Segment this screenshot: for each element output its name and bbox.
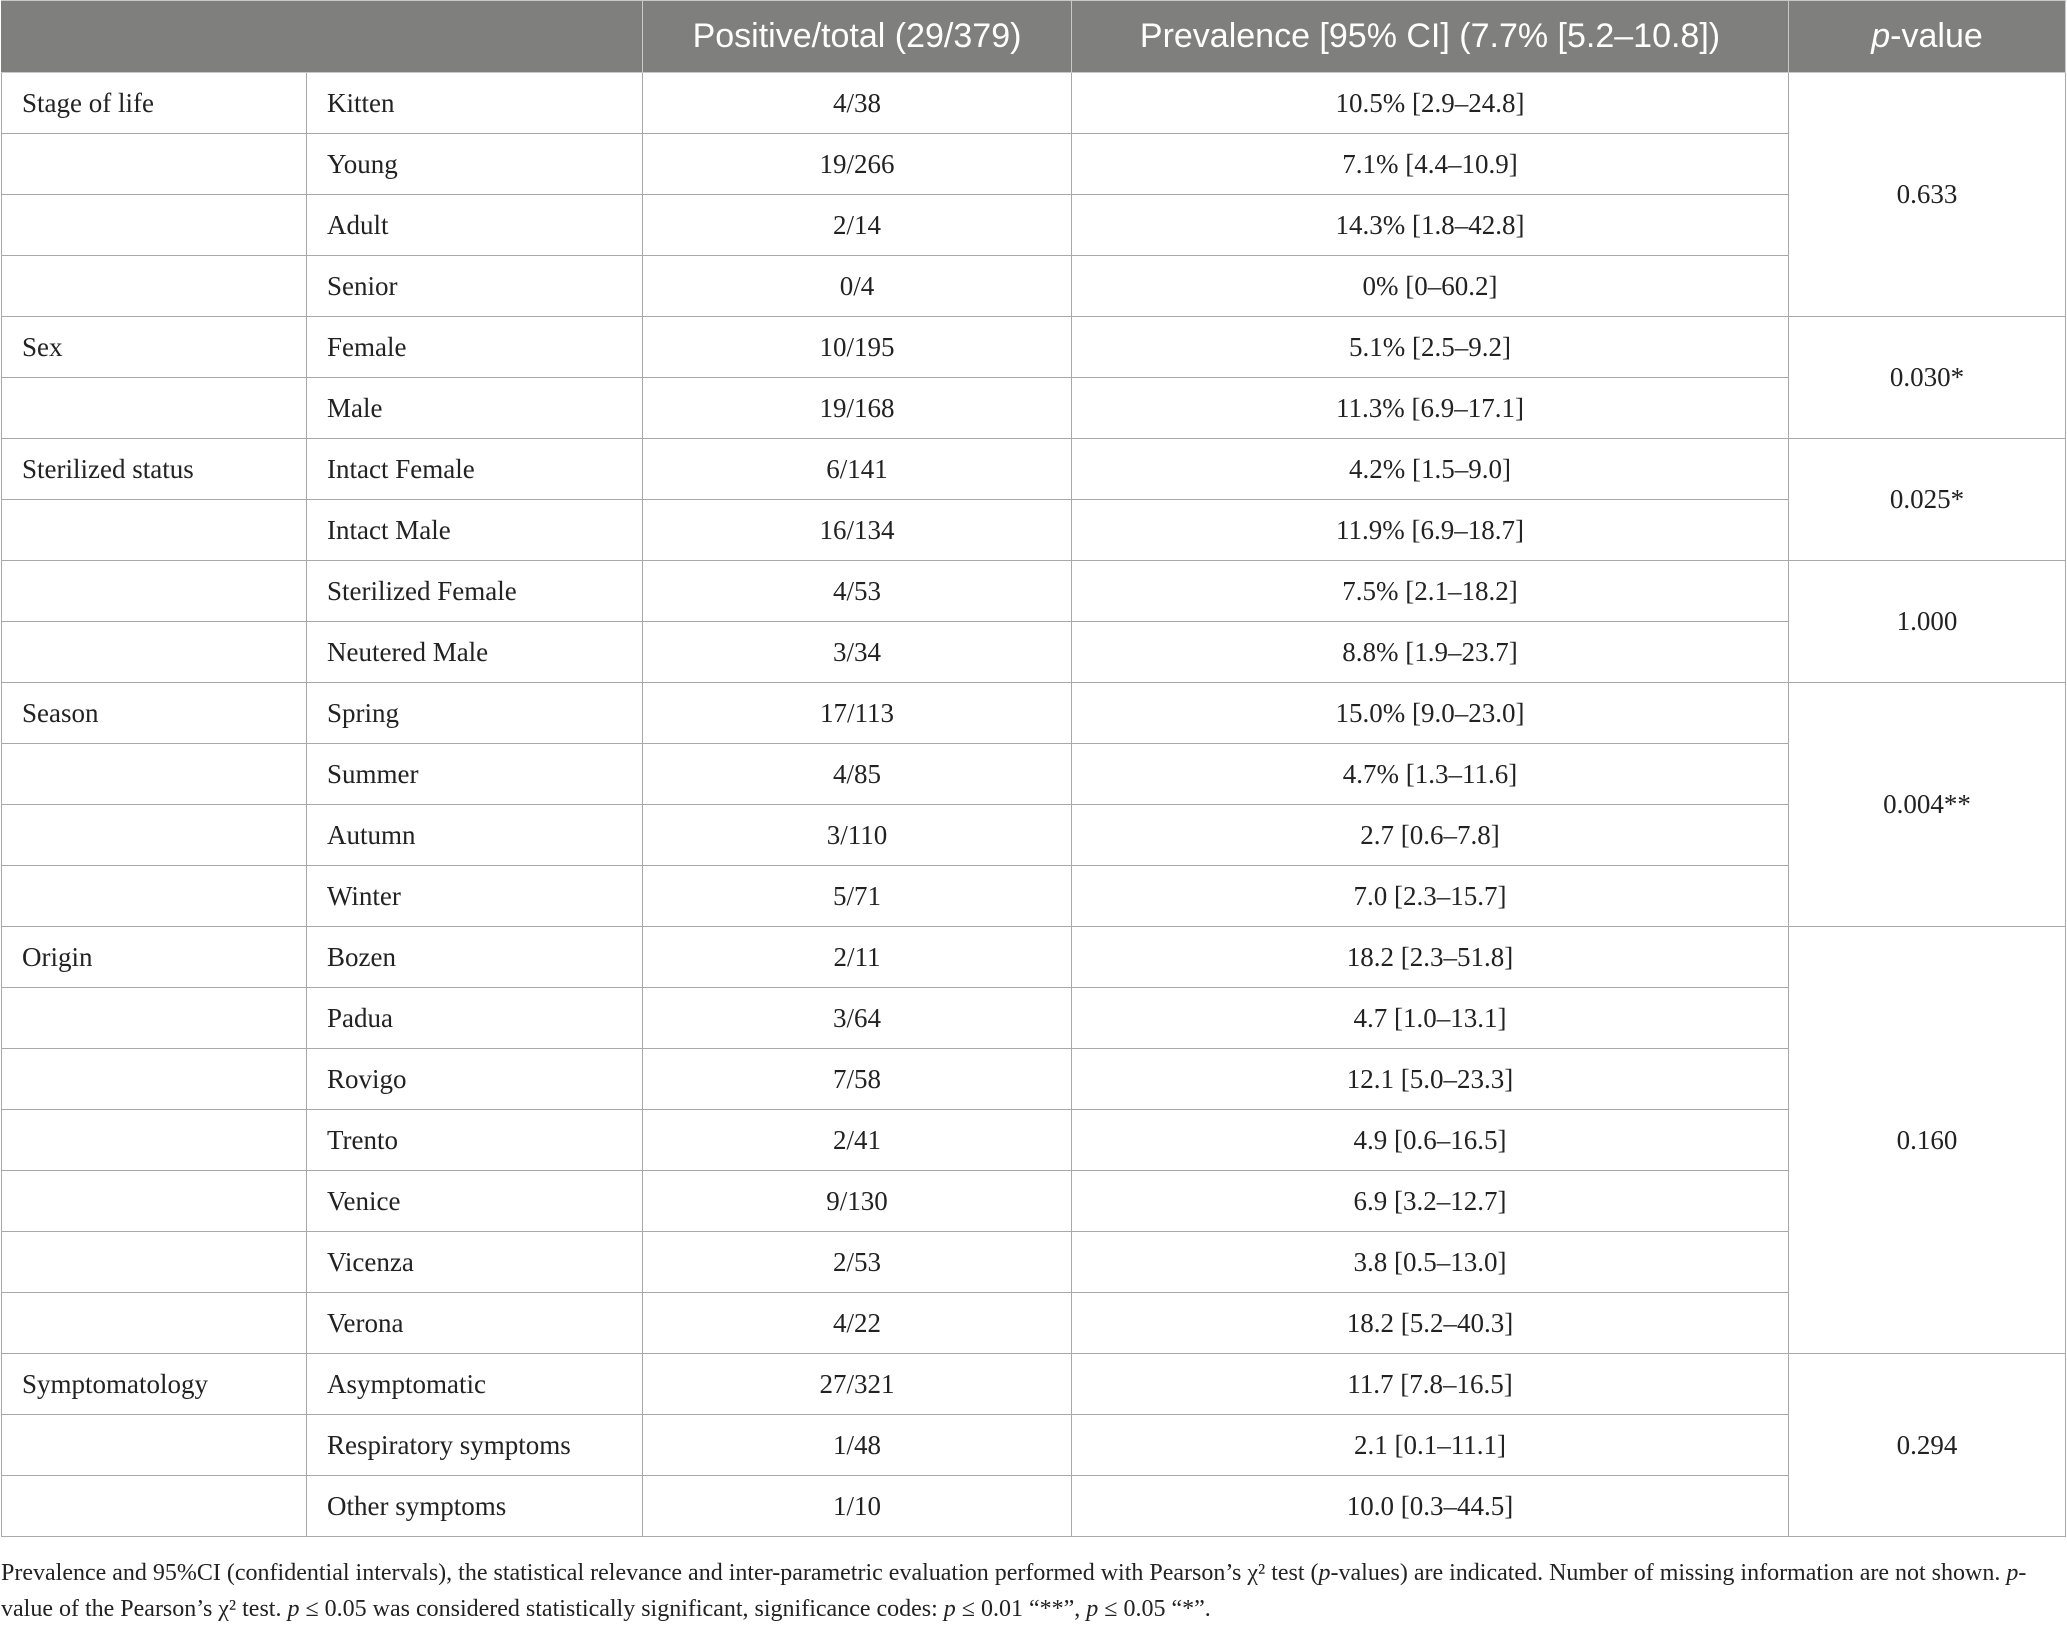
category-cell: Sterilized status	[2, 439, 307, 500]
prevalence-cell: 18.2 [2.3–51.8]	[1072, 927, 1789, 988]
table-row	[2, 500, 2066, 561]
category-cell	[2, 134, 307, 195]
table-row	[2, 439, 2066, 500]
subgroup-cell: Spring	[307, 683, 643, 744]
p-value-cell: 0.025*	[1789, 439, 2066, 561]
category-cell	[2, 805, 307, 866]
prevalence-table	[1, 0, 2066, 1537]
prevalence-cell: 5.1% [2.5–9.2]	[1072, 317, 1789, 378]
prevalence-cell: 14.3% [1.8–42.8]	[1072, 195, 1789, 256]
category-cell	[2, 1415, 307, 1476]
footnote-text: ≤ 0.01 “**”,	[955, 1596, 1087, 1622]
subgroup-cell: Intact Female	[307, 439, 643, 500]
subgroup-cell: Winter	[307, 866, 643, 927]
subgroup-cell: Asymptomatic	[307, 1354, 643, 1415]
header-blank-cell	[2, 1, 643, 73]
subgroup-cell: Male	[307, 378, 643, 439]
category-cell	[2, 866, 307, 927]
positive-total-cell: 19/266	[643, 134, 1072, 195]
positive-total-cell: 16/134	[643, 500, 1072, 561]
table-row	[2, 1049, 2066, 1110]
prevalence-cell: 3.8 [0.5–13.0]	[1072, 1232, 1789, 1293]
category-cell	[2, 256, 307, 317]
subgroup-cell: Young	[307, 134, 643, 195]
p-value-cell: 0.004**	[1789, 683, 2066, 927]
positive-total-cell: 19/168	[643, 378, 1072, 439]
table-footnote	[1, 1555, 2051, 1627]
category-cell: Symptomatology	[2, 1354, 307, 1415]
prevalence-cell: 11.3% [6.9–17.1]	[1072, 378, 1789, 439]
footnote-italic-p: p	[943, 1596, 956, 1622]
positive-total-cell: 10/195	[643, 317, 1072, 378]
table-row	[2, 866, 2066, 927]
subgroup-cell: Padua	[307, 988, 643, 1049]
table-row	[2, 317, 2066, 378]
prevalence-cell: 6.9 [3.2–12.7]	[1072, 1171, 1789, 1232]
subgroup-cell: Senior	[307, 256, 643, 317]
p-value-cell: 1.000	[1789, 561, 2066, 683]
category-cell	[2, 1171, 307, 1232]
category-cell	[2, 1049, 307, 1110]
positive-total-cell: 4/53	[643, 561, 1072, 622]
subgroup-cell: Vicenza	[307, 1232, 643, 1293]
subgroup-cell: Neutered Male	[307, 622, 643, 683]
prevalence-cell: 15.0% [9.0–23.0]	[1072, 683, 1789, 744]
positive-total-cell: 2/53	[643, 1232, 1072, 1293]
subgroup-cell: Bozen	[307, 927, 643, 988]
table-header-row	[2, 1, 2066, 73]
footnote-italic-p: p	[1086, 1596, 1099, 1622]
subgroup-cell: Summer	[307, 744, 643, 805]
positive-total-cell: 0/4	[643, 256, 1072, 317]
table-row	[2, 1354, 2066, 1415]
table-row	[2, 683, 2066, 744]
category-cell	[2, 195, 307, 256]
p-value-cell: 0.633	[1789, 73, 2066, 317]
prevalence-cell: 2.7 [0.6–7.8]	[1072, 805, 1789, 866]
header-p-italic: p	[1871, 17, 1891, 55]
prevalence-cell: 4.7% [1.3–11.6]	[1072, 744, 1789, 805]
prevalence-cell: 12.1 [5.0–23.3]	[1072, 1049, 1789, 1110]
footnote-text: ≤ 0.05 was considered statistically significant, significance codes:	[299, 1596, 944, 1622]
positive-total-cell: 7/58	[643, 1049, 1072, 1110]
table-row	[2, 1476, 2066, 1537]
subgroup-cell: Intact Male	[307, 500, 643, 561]
footnote-italic-p: p	[2006, 1560, 2019, 1586]
category-cell	[2, 622, 307, 683]
table-row	[2, 1171, 2066, 1232]
positive-total-cell: 27/321	[643, 1354, 1072, 1415]
prevalence-cell: 18.2 [5.2–40.3]	[1072, 1293, 1789, 1354]
footnote-text: Prevalence and 95%CI (confidential intervals), the statistical relevance and inter-parametric evaluation performed with Pearson’s χ² test (	[1, 1560, 1319, 1586]
footnote-text: ≤ 0.05 “*”.	[1098, 1596, 1211, 1622]
category-cell	[2, 1110, 307, 1171]
category-cell: Stage of life	[2, 73, 307, 134]
subgroup-cell: Venice	[307, 1171, 643, 1232]
positive-total-cell: 3/34	[643, 622, 1072, 683]
header-p-rest: -value	[1890, 17, 1983, 55]
table-row	[2, 256, 2066, 317]
p-value-cell: 0.160	[1789, 927, 2066, 1354]
table-row	[2, 1293, 2066, 1354]
category-cell	[2, 744, 307, 805]
positive-total-cell: 1/48	[643, 1415, 1072, 1476]
subgroup-cell: Autumn	[307, 805, 643, 866]
footnote-italic-p: p	[1318, 1560, 1331, 1586]
positive-total-cell: 3/64	[643, 988, 1072, 1049]
table-row	[2, 195, 2066, 256]
p-value-cell: 0.030*	[1789, 317, 2066, 439]
prevalence-cell: 10.0 [0.3–44.5]	[1072, 1476, 1789, 1537]
prevalence-cell: 10.5% [2.9–24.8]	[1072, 73, 1789, 134]
footnote-text: -values) are indicated. Number of missing information are not shown.	[1330, 1560, 2007, 1586]
prevalence-cell: 11.9% [6.9–18.7]	[1072, 500, 1789, 561]
positive-total-cell: 9/130	[643, 1171, 1072, 1232]
category-cell: Sex	[2, 317, 307, 378]
prevalence-cell: 4.2% [1.5–9.0]	[1072, 439, 1789, 500]
table-row	[2, 988, 2066, 1049]
positive-total-cell: 2/14	[643, 195, 1072, 256]
prevalence-cell: 11.7 [7.8–16.5]	[1072, 1354, 1789, 1415]
table-row	[2, 1110, 2066, 1171]
positive-total-cell: 4/85	[643, 744, 1072, 805]
subgroup-cell: Female	[307, 317, 643, 378]
prevalence-cell: 7.5% [2.1–18.2]	[1072, 561, 1789, 622]
positive-total-cell: 17/113	[643, 683, 1072, 744]
table-row	[2, 1415, 2066, 1476]
subgroup-cell: Sterilized Female	[307, 561, 643, 622]
category-cell	[2, 988, 307, 1049]
subgroup-cell: Verona	[307, 1293, 643, 1354]
table-row	[2, 622, 2066, 683]
table-row	[2, 378, 2066, 439]
subgroup-cell: Other symptoms	[307, 1476, 643, 1537]
positive-total-cell: 2/41	[643, 1110, 1072, 1171]
table-body	[2, 73, 2066, 1537]
positive-total-cell: 3/110	[643, 805, 1072, 866]
category-cell	[2, 1476, 307, 1537]
table-row	[2, 1232, 2066, 1293]
table-row	[2, 927, 2066, 988]
header-positive-total: Positive/total (29/379)	[643, 1, 1072, 73]
category-cell	[2, 1232, 307, 1293]
positive-total-cell: 2/11	[643, 927, 1072, 988]
category-cell	[2, 561, 307, 622]
subgroup-cell: Respiratory symptoms	[307, 1415, 643, 1476]
positive-total-cell: 6/141	[643, 439, 1072, 500]
table-row	[2, 805, 2066, 866]
prevalence-cell: 4.9 [0.6–16.5]	[1072, 1110, 1789, 1171]
prevalence-cell: 2.1 [0.1–11.1]	[1072, 1415, 1789, 1476]
p-value-cell: 0.294	[1789, 1354, 2066, 1537]
positive-total-cell: 5/71	[643, 866, 1072, 927]
prevalence-cell: 7.1% [4.4–10.9]	[1072, 134, 1789, 195]
prevalence-cell: 8.8% [1.9–23.7]	[1072, 622, 1789, 683]
table-row	[2, 744, 2066, 805]
header-prevalence: Prevalence [95% CI] (7.7% [5.2–10.8])	[1072, 1, 1789, 73]
subgroup-cell: Rovigo	[307, 1049, 643, 1110]
prevalence-cell: 0% [0–60.2]	[1072, 256, 1789, 317]
category-cell	[2, 500, 307, 561]
prevalence-cell: 4.7 [1.0–13.1]	[1072, 988, 1789, 1049]
category-cell	[2, 378, 307, 439]
subgroup-cell: Adult	[307, 195, 643, 256]
subgroup-cell: Kitten	[307, 73, 643, 134]
category-cell: Origin	[2, 927, 307, 988]
positive-total-cell: 4/22	[643, 1293, 1072, 1354]
positive-total-cell: 4/38	[643, 73, 1072, 134]
table-row	[2, 134, 2066, 195]
footnote-italic-p: p	[287, 1596, 300, 1622]
table-row	[2, 561, 2066, 622]
category-cell	[2, 1293, 307, 1354]
prevalence-cell: 7.0 [2.3–15.7]	[1072, 866, 1789, 927]
positive-total-cell: 1/10	[643, 1476, 1072, 1537]
subgroup-cell: Trento	[307, 1110, 643, 1171]
category-cell: Season	[2, 683, 307, 744]
footnote-text: -value of the Pearson’s χ² test.	[1, 1560, 2027, 1622]
header-p-value	[1789, 1, 2066, 73]
table-row	[2, 73, 2066, 134]
